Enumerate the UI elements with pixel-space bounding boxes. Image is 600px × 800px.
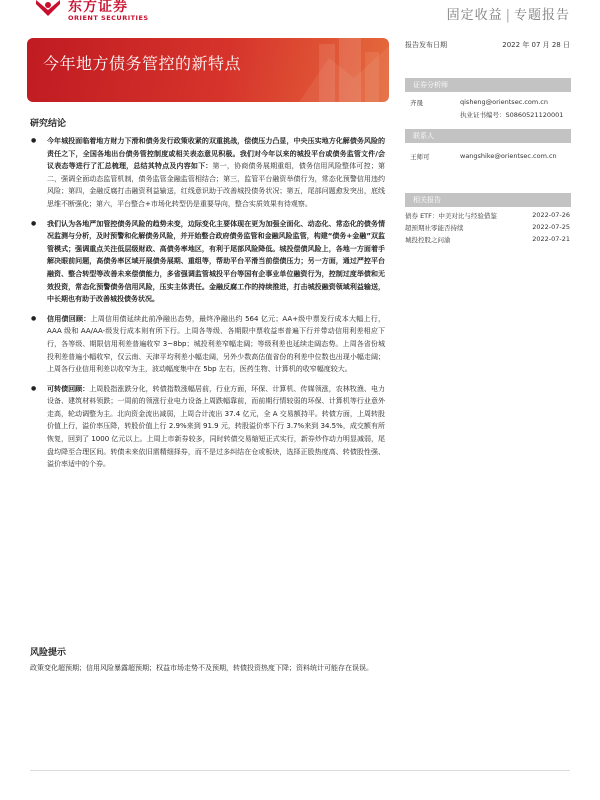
contact-email[interactable]: wangshike@orientsec.com.cn [460, 152, 557, 160]
analyst-email[interactable]: qisheng@orientsec.com.cn [460, 98, 548, 106]
related-item-date: 2022-07-26 [532, 211, 570, 219]
report-category [447, 4, 570, 23]
footer-divider [30, 770, 570, 771]
conclusion-item [30, 135, 385, 211]
conclusion-bold: 可转债回顾： [47, 384, 90, 393]
related-item-date: 2022-07-25 [532, 223, 570, 231]
related-item-title[interactable]: 超预期社零能否持续 [405, 224, 464, 232]
report-date: 2022 年 07 月 28 日 [502, 41, 570, 49]
related-header: 相关报告 [405, 193, 571, 207]
title-banner [27, 38, 389, 102]
banner-decoration [259, 38, 389, 102]
conclusion-item [30, 218, 385, 306]
section-title: 研究结论 [30, 119, 67, 129]
logo-name-en: ORIENT SECURITIES [68, 14, 149, 22]
contact-header: 联系人 [405, 129, 571, 143]
conclusion-item [30, 313, 385, 376]
conclusion-bold: 今年城投面临着地方财力下滑和债务发行政策收紧的双重挑战，偿债压力凸显，中央压实地方化解债务风险的责任之下，全国各地出台债务管控制度或相关表态意见积极。我们对今年以来的城投平台或债务监管文件/会议表态等进行了汇总梳理，总结其特点及内容如下： [47, 137, 385, 171]
contact-name: 王师可 [410, 153, 430, 161]
risk-title: 风险提示 [30, 648, 67, 658]
conclusion-item [30, 383, 385, 471]
risk-body: 政策变化超预期；信用风险暴露超预期；权益市场走势不及预期，转债投资热度下降；资料统计可能存在误误。 [30, 664, 373, 672]
conclusion-bold: 信用债回顾： [47, 314, 91, 323]
conclusion-bold: 我们认为各地严加管控债务风险的趋势未变，边际变化主要体现在更为加强全面化、动态化、常态化的债务情况监测与分析，及时预警和化解债务风险，并开始整合政府债务监管和金融风险监管，构建“债务+金融”双监管模式；强调重点关注低层级财政、高债务率地区，有利于尾部风险降低。城投偿债风险上，各地一方面着手解决眼前问题，高债务率区域开展债务展期、重组等，帮助平台平滑当前偿债压力；另一方面，通过严控平台融资、整合转型等改善未来偿债能力，多省强调监管城投平台等国有企事业单位融资行为，控制过度举债和无效投资，常态化预警债务信用风险，压实主体责任。金融反腐工作的持续推进，打击城投融资领域利益输送，中长期也有助于改善城投债务状况。 [47, 219, 385, 304]
conclusion-text: 上周股指涨跌分化，转债指数涨幅居前，行业方面，环保、计算机、传媒领涨，农林牧渔、电力设备、建筑材料领跌；一周前的领涨行业电力设备上周跌幅靠前，而前期行情较弱的环保、计算机等行业意外走高，轮动调整为主。北向资金流出减弱，上周合计流出 37.4 亿元，全 A 交易额持平。转债方面，上周转股价值上行，溢价率压降，转股价值上行 2.9%来到 91.9 元，转股溢价率下行 3.7%来到 34.5%，成交额有所恢复，回到了 1000 亿元以上。上周上市新券较多，同时转债交易缩短正式实行，新券炒作动力明显减弱，尾盘均降至合理区间。转债未来依旧需精细择券，而不是过多纠结在仓或板块，选择正股热度高、转债股性强、溢价率适中的个券。 [47, 384, 386, 469]
analyst-cert [460, 110, 563, 119]
risk-section [30, 645, 385, 675]
report-date-label: 报告发布日期 [405, 41, 447, 49]
orient-logo-icon [34, 0, 62, 18]
related-item-date: 2022-07-21 [532, 235, 570, 243]
page-title: 今年地方债务管控的新特点 [43, 54, 242, 73]
research-conclusions [30, 116, 385, 478]
cert-label: 执业证书编号： [460, 111, 506, 119]
cert-value: S0860521120001 [505, 111, 564, 119]
report-type-label: 专题报告 [513, 8, 570, 23]
report-category-label: 固定收益 [446, 8, 503, 23]
analyst-header: 证券分析师 [405, 78, 571, 92]
related-item-title[interactable]: 城投控股之问渝 [405, 236, 451, 244]
conclusion-text: 上周信用债延续此前净融出态势，最终净融出约 564 亿元；AA+级中票发行成本大幅上行，AAA 级和 AA/AA-级发行成本则有所下行。上周各等级、各期限中票收益率普遍下行并带动信用利差相应下行，各等级、期限信用利差普遍收窄 3~8bp；城投利差窄幅走阔；等级利差也延续走阔态势。上周各省份城投利差普遍小幅收窄，仅云南、天津平均利差小幅走阔，另外少数高估值省份的利差中位数也出现小幅走阔；上周各行业信用利差以收窄为主，波动幅度集中在 5bp 左右，医药生物、计算机的收窄幅度较大。 [47, 314, 386, 374]
analyst-name: 齐晟 [410, 99, 423, 107]
logo [34, 0, 149, 22]
logo-name-cn: 东方证券 [68, 0, 128, 15]
category-separator: | [505, 8, 511, 23]
related-item-title[interactable]: 债券 ETF：中美对比与经验借鉴 [405, 212, 497, 220]
conclusion-text: 第一，协商债务展期重组，债务信用风险整体可控；第二，强调全面动态监管机制，债务监管金融监管相结合；第三，监管平台融资举债行为，常态化预警信用违约风险；第四，金融反腐打击融资利益输送，红线意识助于改善城投债务状况；第五，尾部问题愈发突出，底线思维不断强化；第六，平台整合+市场化转型仍是重要导向，整合实质效果有待观察。 [47, 162, 385, 208]
